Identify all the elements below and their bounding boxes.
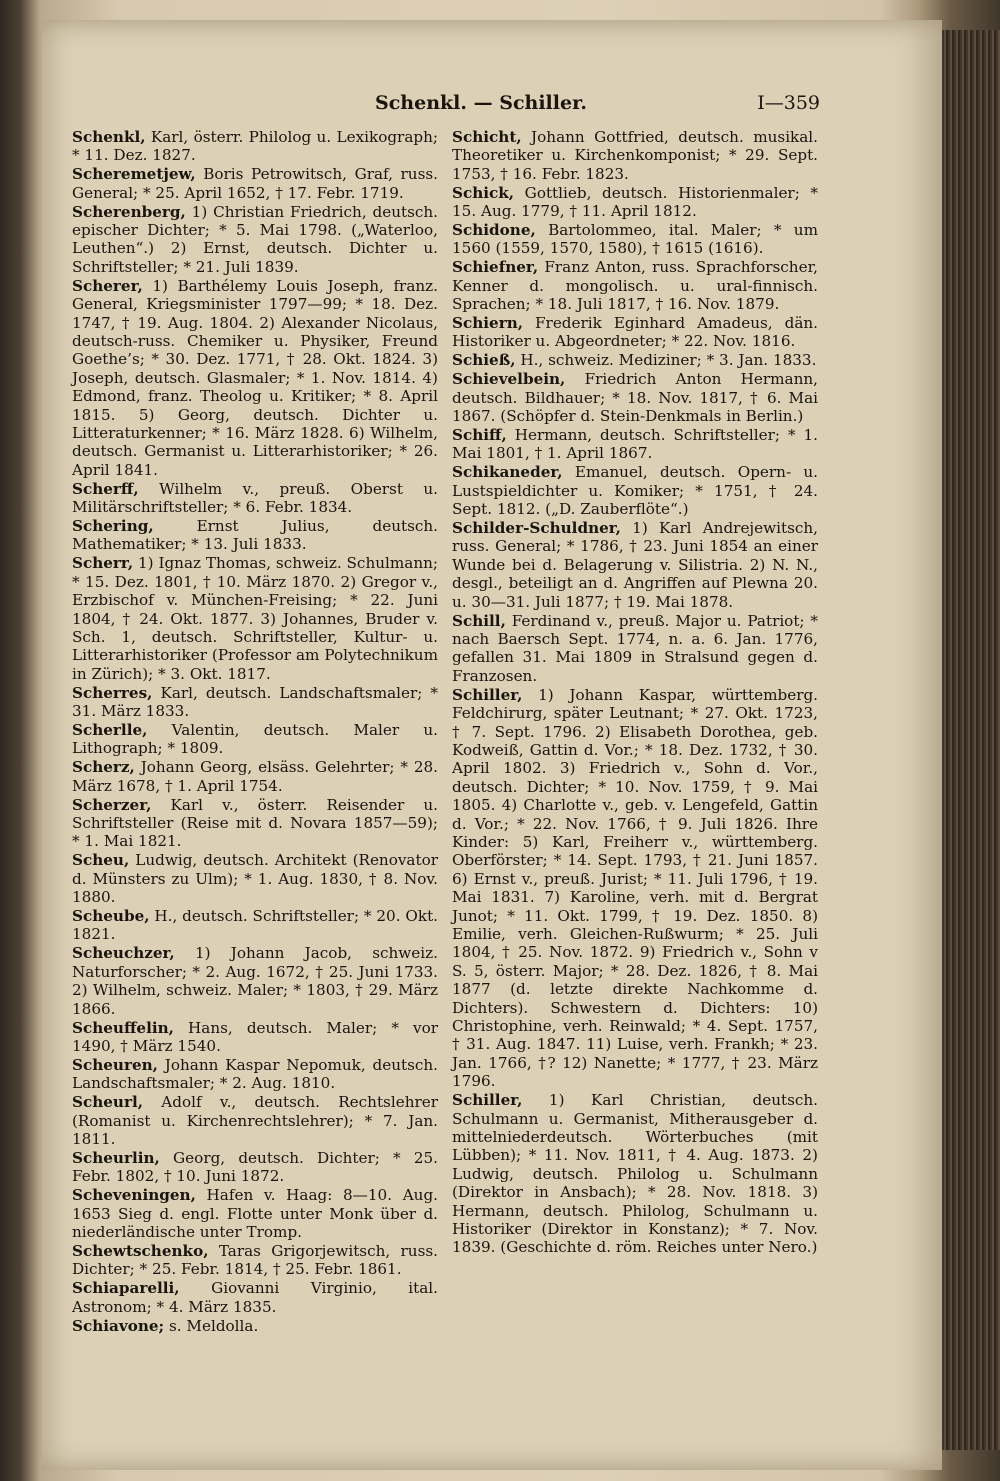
entry-headword: Scheuren, (72, 1055, 158, 1074)
entry-headword: Schill, (452, 611, 506, 630)
entry-text: H., schweiz. Mediziner; * 3. Jan. 1833. (515, 351, 817, 370)
entry-text: Johann Gottfried, deutsch. musikal. Theoretiker u. Kirchenkomponist; * 29. Sept. 1753, † 16. Febr. 1823. (452, 128, 818, 183)
entry-text: Adolf v., deutsch. Rechtslehrer (Romanist u. Kirchenrechtslehrer); * 7. Jan. 1811. (72, 1093, 438, 1148)
entry-text: 1) Karl Christian, deutsch. Schulmann u. Germanist, Mitherausgeber d. mittelniederdeutsch. Wörterbuches (mit Lübben); * 11. Nov. 1811, † 4. Aug. 1873. 2) Ludwig, deutsch. Philolog u. Schulmann (Direktor in Ansbach); * 28. Nov. 1818. 3) Hermann, deutsch. Philolog, Schulmann u. Historiker (Direktor in Konstanz); * 7. Nov. 1839. (Geschichte d. röm. Reiches unter Nero.) (452, 1091, 818, 1257)
entry-text: Boris Petrowitsch, Graf, russ. General; * 25. April 1652, † 17. Febr. 1719. (72, 165, 438, 202)
right-column (452, 128, 818, 1257)
entry-headword: Scheurl, (72, 1093, 144, 1112)
dictionary-entry (72, 907, 438, 944)
dictionary-entry (72, 758, 438, 795)
entry-headword: Scherenberg, (72, 202, 186, 221)
entry-headword: Schiavone; (72, 1316, 165, 1335)
dictionary-entry (452, 221, 818, 258)
dictionary-entry (452, 686, 818, 1091)
dictionary-entry (72, 554, 438, 683)
running-header (70, 92, 820, 118)
entry-text: Ludwig, deutsch. Architekt (Renovator d. Münsters zu Ulm); * 1. Aug. 1830, † 8. Nov. 1880. (72, 851, 438, 907)
dictionary-entry (452, 184, 818, 221)
entry-text: Georg, deutsch. Dichter; * 25. Febr. 1802, † 10. Juni 1872. (72, 1148, 438, 1186)
dictionary-entry (452, 314, 818, 351)
entry-headword: Scheveningen, (72, 1186, 196, 1205)
dictionary-entry (72, 480, 438, 517)
dictionary-entry (452, 426, 818, 463)
entry-text: Frederik Eginhard Amadeus, dän. Historiker u. Abgeordneter; * 22. Nov. 1816. (452, 314, 818, 351)
dictionary-entry (72, 165, 438, 202)
dictionary-entry (452, 463, 818, 518)
dictionary-entry (452, 519, 818, 611)
dictionary-entry (72, 1317, 438, 1335)
left-column (72, 128, 438, 1335)
entry-headword: Scherres, (72, 683, 153, 702)
entry-text: Johann Georg, elsäss. Gelehrter; * 28. März 1678, † 1. April 1754. (72, 758, 438, 795)
dictionary-entry (452, 1091, 818, 1257)
header-title: Schenkl. — Schiller. (375, 92, 587, 114)
entry-text: Hafen v. Haag: 8—10. Aug. 1653 Sieg d. engl. Flotte unter Monk über d. niederländische unter Tromp. (72, 1186, 438, 1241)
entry-headword: Schiller, (452, 1091, 523, 1110)
entry-headword: Schieß, (452, 351, 516, 370)
entry-text: 1) Barthélemy Louis Joseph, franz. General, Kriegsminister 1797—99; * 18. Dez. 1747, † 19. Aug. 1804. 2) Alexander Nicolaus, deutsch-russ. Chemiker u. Physiker, Freund Goethe’s; * 30. Dez. 1771, † 28. Okt. 1824. 3) Joseph, deutsch. Glasmaler; * 1. Nov. 1814. 4) Edmond, franz. Theolog u. Kritiker; * 8. April 1815. 5) Georg, deutsch. Dichter u. Litteraturkenner; * 16. März 1828. 6) Wilhelm, deutsch. Germanist u. Litterarhistoriker; * 26. April 1841. (72, 276, 438, 479)
entry-text: Karl, österr. Philolog u. Lexikograph; * 11. Dez. 1827. (72, 128, 438, 165)
entry-text: Franz Anton, russ. Sprachforscher, Kenner d. mongolisch. u. ural-finnisch. Sprachen; * 18. Juli 1817, † 16. Nov. 1879. (452, 258, 818, 314)
entry-text: 1) Ignaz Thomas, schweiz. Schulmann; * 15. Dez. 1801, † 10. März 1870. 2) Gregor v., Erzbischof v. München-Freising; * 22. Juni 1804, † 24. Okt. 1877. 3) Johannes, Bruder v. Sch. 1, deutsch. Schriftsteller, Kultur- u. Litterarhistoriker (Professor am Polytechnikum in Zürich); * 3. Okt. 1817. (72, 554, 438, 683)
entry-text: Emanuel, deutsch. Opern- u. Lustspieldichter u. Komiker; * 1751, † 24. Sept. 1812. („D. Zauberflöte“.) (452, 463, 818, 519)
page-number: I—359 (757, 92, 820, 114)
entry-text: Ernst Julius, deutsch. Mathematiker; * 13. Juli 1833. (72, 517, 438, 554)
entry-headword: Schikaneder, (452, 463, 563, 482)
entry-text: Wilhelm v., preuß. Oberst u. Militärschriftsteller; * 6. Febr. 1834. (72, 479, 438, 517)
dictionary-entry (452, 351, 818, 369)
page-edges (942, 30, 1000, 1450)
entry-text: 1) Karl Andrejewitsch, russ. General; * 1786, † 23. Juni 1854 an einer Wunde bei d. Belagerung v. Silistria. 2) N. N., desgl., beteiligt an d. Angriffen auf Plewna 20. u. 30—31. Juli 1877; † 19. Mai 1878. (452, 519, 818, 611)
entry-text: Bartolommeo, ital. Maler; * um 1560 (1559, 1570, 1580), † 1615 (1616). (452, 221, 818, 258)
entry-text: 1) Johann Jacob, schweiz. Naturforscher; * 2. Aug. 1672, † 25. Juni 1733. 2) Wilhelm, schweiz. Maler; * 1803, † 29. März 1866. (72, 944, 438, 1018)
dictionary-entry (452, 612, 818, 686)
dictionary-entry (72, 1056, 438, 1093)
dictionary-entry (72, 1093, 438, 1148)
dictionary-entry (72, 1186, 438, 1241)
entry-text: Valentin, deutsch. Maler u. Lithograph; * 1809. (72, 721, 438, 758)
entry-headword: Schicht, (452, 128, 522, 146)
dictionary-entry (72, 721, 438, 758)
dictionary-entry (452, 258, 818, 313)
entry-headword: Scheuchzer, (72, 944, 175, 963)
entry-text: Karl v., österr. Reisender u. Schriftsteller (Reise mit d. Novara 1857—59); * 1. Mai 1821. (72, 795, 438, 851)
entry-text: Gottlieb, deutsch. Historienmaler; * 15. Aug. 1779, † 11. April 1812. (452, 183, 818, 221)
entry-headword: Schiaparelli, (72, 1279, 180, 1298)
entry-headword: Schidone, (452, 221, 536, 240)
entry-headword: Scherr, (72, 554, 134, 573)
dictionary-entry (72, 1242, 438, 1279)
dictionary-entry (72, 517, 438, 554)
dictionary-entry (72, 128, 438, 165)
entry-headword: Scherer, (72, 276, 143, 295)
entry-text: s. Meldolla. (164, 1316, 259, 1335)
dictionary-entry (452, 370, 818, 425)
dictionary-entry (72, 203, 438, 277)
dictionary-entry (72, 684, 438, 721)
entry-text: Hermann, deutsch. Schriftsteller; * 1. Mai 1801, † 1. April 1867. (452, 426, 818, 463)
entry-headword: Schering, (72, 517, 154, 536)
dictionary-entry (72, 944, 438, 1018)
entry-headword: Scherff, (72, 479, 139, 498)
entry-headword: Schenkl, (72, 128, 146, 146)
entry-headword: Scheube, (72, 907, 150, 926)
entry-text: Friedrich Anton Hermann, deutsch. Bildhauer; * 18. Nov. 1817, † 6. Mai 1867. (Schöpfer d. Stein-Denkmals in Berlin.) (452, 370, 818, 426)
entry-text: Karl, deutsch. Landschaftsmaler; * 31. März 1833. (72, 683, 438, 721)
entry-text: 1) Christian Friedrich, deutsch. epischer Dichter; * 5. Mai 1798. („Waterloo, Leuthen“.) 2) Ernst, deutsch. Dichter u. Schriftsteller; * 21. Juli 1839. (72, 202, 438, 276)
entry-text: Johann Kaspar Nepomuk, deutsch. Landschaftsmaler; * 2. Aug. 1810. (72, 1055, 438, 1093)
entry-headword: Schievelbein, (452, 370, 566, 389)
entry-headword: Scheremetjew, (72, 165, 196, 184)
dictionary-entry (452, 128, 818, 183)
entry-headword: Schiern, (452, 314, 524, 333)
dictionary-entry (72, 1149, 438, 1186)
entry-headword: Scheurlin, (72, 1148, 160, 1167)
dictionary-entry (72, 1019, 438, 1056)
entry-headword: Scherz, (72, 758, 135, 777)
entry-headword: Scherlle, (72, 721, 148, 739)
entry-headword: Schilder-Schuldner, (452, 519, 621, 538)
entry-headword: Scheuffelin, (72, 1018, 174, 1037)
dictionary-entry (72, 796, 438, 851)
entry-text: Taras Grigorjewitsch, russ. Dichter; * 25. Febr. 1814, † 25. Febr. 1861. (72, 1241, 438, 1279)
dictionary-entry (72, 277, 438, 479)
entry-text: Giovanni Virginio, ital. Astronom; * 4. März 1835. (72, 1279, 438, 1316)
entry-headword: Scheu, (72, 851, 130, 870)
entry-text: H., deutsch. Schriftsteller; * 20. Okt. 1821. (72, 907, 438, 944)
entry-headword: Schiff, (452, 426, 507, 444)
entry-text: Hans, deutsch. Maler; * vor 1490, † März 1540. (72, 1018, 438, 1055)
entry-headword: Scherzer, (72, 795, 152, 814)
entry-headword: Schick, (452, 183, 515, 202)
dictionary-entry (72, 851, 438, 906)
entry-headword: Schiller, (452, 685, 523, 704)
entry-text: Ferdinand v., preuß. Major u. Patriot; * nach Baersch Sept. 1774, n. a. 6. Jan. 1776, gefallen 31. Mai 1809 in Stralsund gegen d. Franzosen. (452, 611, 818, 685)
entry-text: 1) Johann Kaspar, württemberg. Feldchirurg, später Leutnant; * 27. Okt. 1723, † 7. Sept. 1796. 2) Elisabeth Dorothea, geb. Kodweiß, Gattin d. Vor.; * 18. Dez. 1732, † 30. April 1802. 3) Friedrich v., Sohn d. Vor., deutsch. Dichter; * 10. Nov. 1759, † 9. Mai 1805. 4) Charlotte v., geb. v. Lengefeld, Gattin d. Vor.; * 22. Nov. 1766, † 9. Juli 1826. Ihre Kinder: 5) Karl, Freiherr v., württemberg. Oberförster; * 14. Sept. 1793, † 21. Juni 1857. 6) Ernst v., preuß. Jurist; * 11. Juli 1796, † 19. Mai 1831. 7) Karoline, verh. mit d. Bergrat Junot; * 11. Okt. 1799, † 19. Dez. 1850. 8) Emilie, verh. Gleichen-Rußwurm; * 25. Juli 1804, † 25. Nov. 1872. 9) Friedrich v., Sohn v S. 5, österr. Major; * 28. Dez. 1826, † 8. Mai 1877 (d. letzte direkte Nachkomme d. Dichters). Schwestern d. Dichters: 10) Christophine, verh. Reinwald; * 4. Sept. 1757, † 31. Aug. 1847. 11) Luise, verh. Frankh; * 23. Jan. 1766, †? 12) Nanette; * 1777, † 23. März 1796. (452, 685, 818, 1091)
dictionary-entry (72, 1279, 438, 1316)
entry-headword: Schiefner, (452, 258, 539, 277)
entry-headword: Schewtschenko, (72, 1241, 209, 1260)
